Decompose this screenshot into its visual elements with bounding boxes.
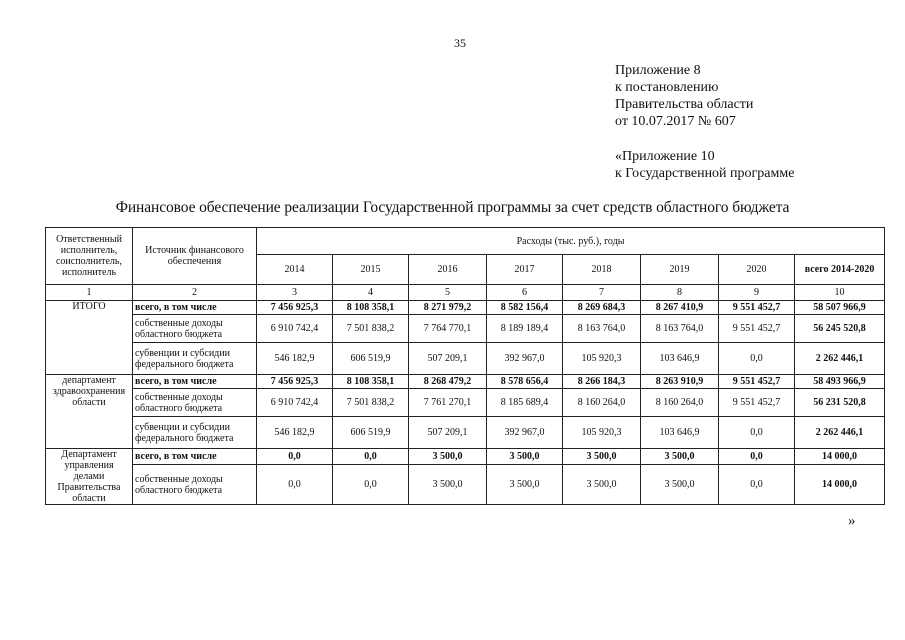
value-cell: 8 582 156,4 [487, 301, 563, 315]
source-cell: собственные доходы областного бюджета [133, 389, 257, 417]
header-source: Источник финансового обеспечения [133, 228, 257, 285]
header-year: 2016 [409, 255, 487, 285]
value-cell: 58 507 966,9 [795, 301, 885, 315]
value-cell: 2 262 446,1 [795, 343, 885, 375]
value-cell: 0,0 [257, 465, 333, 505]
source-cell: собственные доходы областного бюджета [133, 315, 257, 343]
value-cell: 3 500,0 [563, 449, 641, 465]
value-cell: 103 646,9 [641, 417, 719, 449]
value-cell: 3 500,0 [641, 449, 719, 465]
value-cell: 507 209,1 [409, 417, 487, 449]
value-cell: 3 500,0 [563, 465, 641, 505]
value-cell: 0,0 [719, 417, 795, 449]
executor-cell: ИТОГО [46, 301, 133, 375]
closing-quote: » [848, 513, 856, 529]
value-cell: 3 500,0 [487, 465, 563, 505]
value-cell: 8 160 264,0 [563, 389, 641, 417]
table-row [46, 389, 885, 417]
header-year: 2018 [563, 255, 641, 285]
appendix-line: к постановлению [615, 80, 719, 95]
value-cell: 546 182,9 [257, 343, 333, 375]
value-cell: 8 268 479,2 [409, 375, 487, 389]
table-row [46, 301, 885, 315]
value-cell: 392 967,0 [487, 343, 563, 375]
source-cell: собственные доходы областного бюджета [133, 465, 257, 505]
header-year: 2014 [257, 255, 333, 285]
value-cell: 3 500,0 [409, 449, 487, 465]
value-cell: 14 000,0 [795, 449, 885, 465]
value-cell: 6 910 742,4 [257, 389, 333, 417]
value-cell: 7 456 925,3 [257, 301, 333, 315]
value-cell: 0,0 [719, 449, 795, 465]
table-row [46, 449, 885, 465]
appendix-line: к Государственной программе [615, 166, 795, 181]
value-cell: 6 910 742,4 [257, 315, 333, 343]
value-cell: 58 493 966,9 [795, 375, 885, 389]
col-number: 7 [563, 285, 641, 301]
header-year: 2019 [641, 255, 719, 285]
value-cell: 0,0 [333, 465, 409, 505]
header-year: 2020 [719, 255, 795, 285]
value-cell: 8 185 689,4 [487, 389, 563, 417]
page-number: 35 [454, 36, 466, 50]
value-cell: 8 269 684,3 [563, 301, 641, 315]
value-cell: 546 182,9 [257, 417, 333, 449]
value-cell: 8 271 979,2 [409, 301, 487, 315]
value-cell: 8 163 764,0 [563, 315, 641, 343]
source-cell: всего, в том числе [133, 375, 257, 389]
value-cell: 14 000,0 [795, 465, 885, 505]
table-row [46, 315, 885, 343]
value-cell: 9 551 452,7 [719, 375, 795, 389]
value-cell: 8 160 264,0 [641, 389, 719, 417]
source-cell: субвенции и субсидии федерального бюджета [133, 343, 257, 375]
table-row [46, 465, 885, 505]
value-cell: 606 519,9 [333, 417, 409, 449]
source-cell: всего, в том числе [133, 449, 257, 465]
appendix-line: Правительства области [615, 97, 754, 112]
appendix-line: «Приложение 10 [615, 149, 715, 164]
value-cell: 7 501 838,2 [333, 315, 409, 343]
value-cell: 0,0 [719, 465, 795, 505]
col-number: 10 [795, 285, 885, 301]
header-year: 2015 [333, 255, 409, 285]
header-year: 2017 [487, 255, 563, 285]
header-expenses: Расходы (тыс. руб.), годы [257, 228, 885, 255]
value-cell: 7 456 925,3 [257, 375, 333, 389]
executor-cell: Департамент управления делами Правительства области [46, 449, 133, 505]
col-number: 2 [133, 285, 257, 301]
value-cell: 8 163 764,0 [641, 315, 719, 343]
value-cell: 56 245 520,8 [795, 315, 885, 343]
value-cell: 8 108 358,1 [333, 375, 409, 389]
col-number: 6 [487, 285, 563, 301]
value-cell: 8 266 184,3 [563, 375, 641, 389]
value-cell: 3 500,0 [487, 449, 563, 465]
value-cell: 0,0 [257, 449, 333, 465]
col-number: 9 [719, 285, 795, 301]
value-cell: 9 551 452,7 [719, 315, 795, 343]
value-cell: 3 500,0 [409, 465, 487, 505]
table-row [46, 417, 885, 449]
value-cell: 8 267 410,9 [641, 301, 719, 315]
col-number: 5 [409, 285, 487, 301]
value-cell: 56 231 520,8 [795, 389, 885, 417]
value-cell: 8 263 910,9 [641, 375, 719, 389]
value-cell: 606 519,9 [333, 343, 409, 375]
source-cell: субвенции и субсидии федерального бюджета [133, 417, 257, 449]
col-number: 8 [641, 285, 719, 301]
col-number: 4 [333, 285, 409, 301]
value-cell: 2 262 446,1 [795, 417, 885, 449]
value-cell: 507 209,1 [409, 343, 487, 375]
table-row [46, 375, 885, 389]
col-number: 3 [257, 285, 333, 301]
value-cell: 105 920,3 [563, 343, 641, 375]
value-cell: 8 578 656,4 [487, 375, 563, 389]
value-cell: 9 551 452,7 [719, 301, 795, 315]
executor-cell: департамент здравоохранения области [46, 375, 133, 449]
source-cell: всего, в том числе [133, 301, 257, 315]
header-executor: Ответственный исполнитель, соисполнитель, исполнитель [46, 228, 133, 285]
value-cell: 8 108 358,1 [333, 301, 409, 315]
value-cell: 105 920,3 [563, 417, 641, 449]
value-cell: 7 501 838,2 [333, 389, 409, 417]
header-total: всего 2014-2020 [795, 255, 885, 285]
document-title: Финансовое обеспечение реализации Государственной программы за счет средств областного бюджета [115, 199, 790, 216]
value-cell: 7 764 770,1 [409, 315, 487, 343]
table-row [46, 343, 885, 375]
value-cell: 8 189 189,4 [487, 315, 563, 343]
appendix-line: Приложение 8 [615, 63, 701, 78]
value-cell: 103 646,9 [641, 343, 719, 375]
value-cell: 3 500,0 [641, 465, 719, 505]
value-cell: 392 967,0 [487, 417, 563, 449]
value-cell: 7 761 270,1 [409, 389, 487, 417]
financing-table [45, 227, 885, 505]
appendix-line: от 10.07.2017 № 607 [615, 114, 736, 129]
appendix-block [615, 62, 895, 182]
value-cell: 0,0 [719, 343, 795, 375]
value-cell: 9 551 452,7 [719, 389, 795, 417]
value-cell: 0,0 [333, 449, 409, 465]
col-number: 1 [46, 285, 133, 301]
